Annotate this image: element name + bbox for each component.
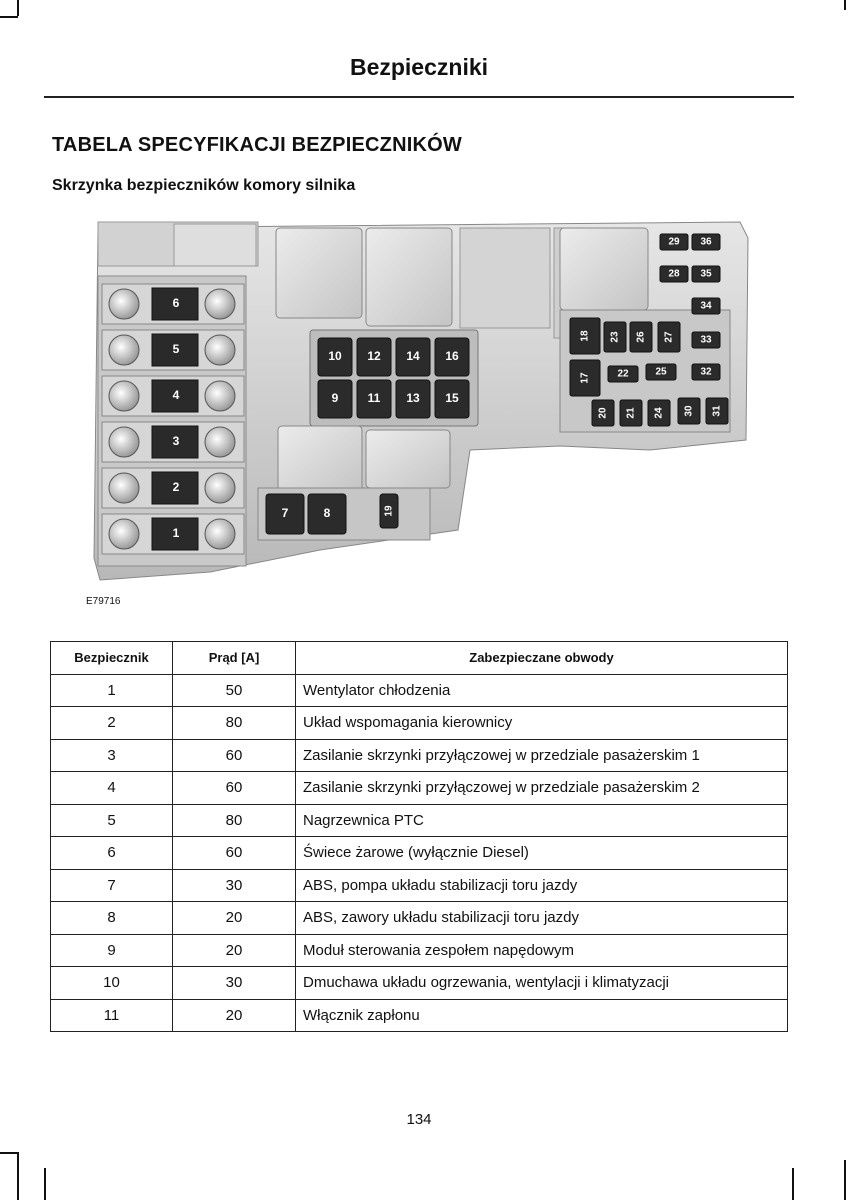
section-title: TABELA SPECYFIKACJI BEZPIECZNIKÓW (52, 134, 462, 156)
fuse-label: 2 (172, 480, 180, 495)
fuse-label: 9 (331, 391, 339, 406)
fuse-label: 27 (663, 331, 675, 343)
cell-circuit: ABS, zawory układu stabilizacji toru jazdy (296, 902, 788, 935)
cell-circuit: Zasilanie skrzynki przyłączowej w przedziale pasażerskim 1 (296, 739, 788, 772)
cell-current: 50 (173, 674, 296, 707)
header-rule (44, 96, 794, 98)
fuse-label: 20 (597, 407, 609, 419)
fuse-label: 17 (579, 372, 591, 384)
table-header-row (51, 642, 788, 675)
table-row (51, 902, 788, 935)
bolt-icon (109, 335, 139, 365)
table-row (51, 934, 788, 967)
table-row (51, 739, 788, 772)
cell-current: 20 (173, 902, 296, 935)
bolt-icon (109, 473, 139, 503)
cell-current: 30 (173, 967, 296, 1000)
table-row (51, 772, 788, 805)
fuse-label: 28 (668, 268, 680, 280)
fuse-label: 23 (609, 331, 621, 343)
cell-current: 60 (173, 772, 296, 805)
cell-current: 60 (173, 739, 296, 772)
fuse-label: 21 (625, 407, 637, 419)
fuse-label: 19 (383, 505, 395, 517)
connector-block (460, 228, 550, 328)
fuse-label: 12 (367, 349, 381, 364)
fuse-label: 1 (172, 526, 180, 541)
fuse-label: 5 (172, 342, 180, 357)
cell-current: 80 (173, 804, 296, 837)
bolt-icon (109, 519, 139, 549)
fuse-label: 16 (445, 349, 459, 364)
fuse-label: 11 (367, 391, 381, 406)
fuse-label: 30 (683, 405, 695, 417)
table-row (51, 967, 788, 1000)
cell-fuse-number: 6 (51, 837, 173, 870)
cell-circuit: Układ wspomagania kierownicy (296, 707, 788, 740)
table-row (51, 999, 788, 1032)
cell-circuit: Wentylator chłodzenia (296, 674, 788, 707)
bolt-icon (205, 519, 235, 549)
fuse-label: 26 (635, 331, 647, 343)
cell-current: 80 (173, 707, 296, 740)
fuse-label: 15 (445, 391, 459, 406)
cell-fuse-number: 1 (51, 674, 173, 707)
fuse-box-diagram (90, 218, 750, 584)
crop-mark-top-left-vertical (17, 0, 19, 16)
cell-current: 20 (173, 999, 296, 1032)
table-row (51, 674, 788, 707)
bolt-icon (205, 289, 235, 319)
fuse-spec-table (50, 641, 788, 1032)
fuse-label: 32 (700, 366, 712, 378)
relay-top-2 (366, 228, 452, 326)
fuse-label: 14 (406, 349, 420, 364)
relay-right (560, 228, 648, 310)
bolt-icon (109, 289, 139, 319)
cell-fuse-number: 2 (51, 707, 173, 740)
bolt-icon (205, 473, 235, 503)
cell-fuse-number: 3 (51, 739, 173, 772)
table-row (51, 837, 788, 870)
cell-fuse-number: 8 (51, 902, 173, 935)
housing-top-ridge-2 (174, 224, 256, 266)
fuse-label: 3 (172, 434, 180, 449)
cell-circuit: Włącznik zapłonu (296, 999, 788, 1032)
relay-lower-2 (366, 430, 450, 488)
bolt-icon (109, 427, 139, 457)
crop-mark-bottom-left-horizontal (0, 1152, 18, 1154)
cell-current: 30 (173, 869, 296, 902)
bolt-icon (109, 381, 139, 411)
cell-fuse-number: 5 (51, 804, 173, 837)
fuse-label: 18 (579, 330, 591, 342)
fuse-label: 22 (617, 368, 629, 380)
table-row (51, 804, 788, 837)
crop-mark-bottom-right-vertical (792, 1168, 794, 1200)
crop-mark-bottom-right-vertical-2 (844, 1160, 846, 1200)
fuse-label: 36 (700, 236, 712, 248)
cell-circuit: Nagrzewnica PTC (296, 804, 788, 837)
bolt-icon (205, 335, 235, 365)
table-row (51, 707, 788, 740)
table-body (51, 674, 788, 1032)
fuse-label: 34 (700, 300, 712, 312)
fuse-label: 10 (328, 349, 342, 364)
crop-mark-top-right-vertical (844, 0, 846, 10)
cell-fuse-number: 9 (51, 934, 173, 967)
fuse-label: 25 (655, 366, 667, 378)
cell-circuit: Zasilanie skrzynki przyłączowej w przedziale pasażerskim 2 (296, 772, 788, 805)
cell-circuit: Dmuchawa układu ogrzewania, wentylacji i klimatyzacji (296, 967, 788, 1000)
col-header-current: Prąd [A] (173, 642, 296, 675)
fuse-label: 13 (406, 391, 420, 406)
page-header (0, 54, 838, 81)
cell-circuit: Świece żarowe (wyłącznie Diesel) (296, 837, 788, 870)
page-header-title: Bezpieczniki (349, 54, 489, 80)
fuse-label: 4 (172, 388, 180, 403)
fuse-label: 24 (653, 407, 665, 419)
figure-code: E79716 (86, 596, 121, 607)
cell-current: 20 (173, 934, 296, 967)
crop-mark-bottom-left-vertical (17, 1152, 19, 1200)
fuse-label: 6 (172, 296, 180, 311)
cell-circuit: ABS, pompa układu stabilizacji toru jazdy (296, 869, 788, 902)
table-row (51, 869, 788, 902)
relay-lower-1 (278, 426, 362, 492)
crop-mark-top-left-horizontal (0, 16, 18, 18)
fuse-label: 31 (711, 405, 723, 417)
col-header-fuse: Bezpiecznik (51, 642, 173, 675)
bolt-icon (205, 427, 235, 457)
cell-fuse-number: 7 (51, 869, 173, 902)
crop-mark-bottom-mid-vertical (44, 1168, 46, 1200)
relay-top-1 (276, 228, 362, 318)
cell-fuse-number: 10 (51, 967, 173, 1000)
cell-fuse-number: 11 (51, 999, 173, 1032)
fuse-label: 29 (668, 236, 680, 248)
page-number: 134 (406, 1111, 432, 1128)
cell-fuse-number: 4 (51, 772, 173, 805)
fuse-label: 7 (281, 506, 289, 521)
fuse-label: 35 (700, 268, 712, 280)
cell-circuit: Moduł sterowania zespołem napędowym (296, 934, 788, 967)
fuse-label: 33 (700, 334, 712, 346)
col-header-circuits: Zabezpieczane obwody (296, 642, 788, 675)
bolt-icon (205, 381, 235, 411)
cell-current: 60 (173, 837, 296, 870)
fuse-label: 8 (323, 506, 331, 521)
section-subtitle: Skrzynka bezpieczników komory silnika (52, 177, 356, 194)
